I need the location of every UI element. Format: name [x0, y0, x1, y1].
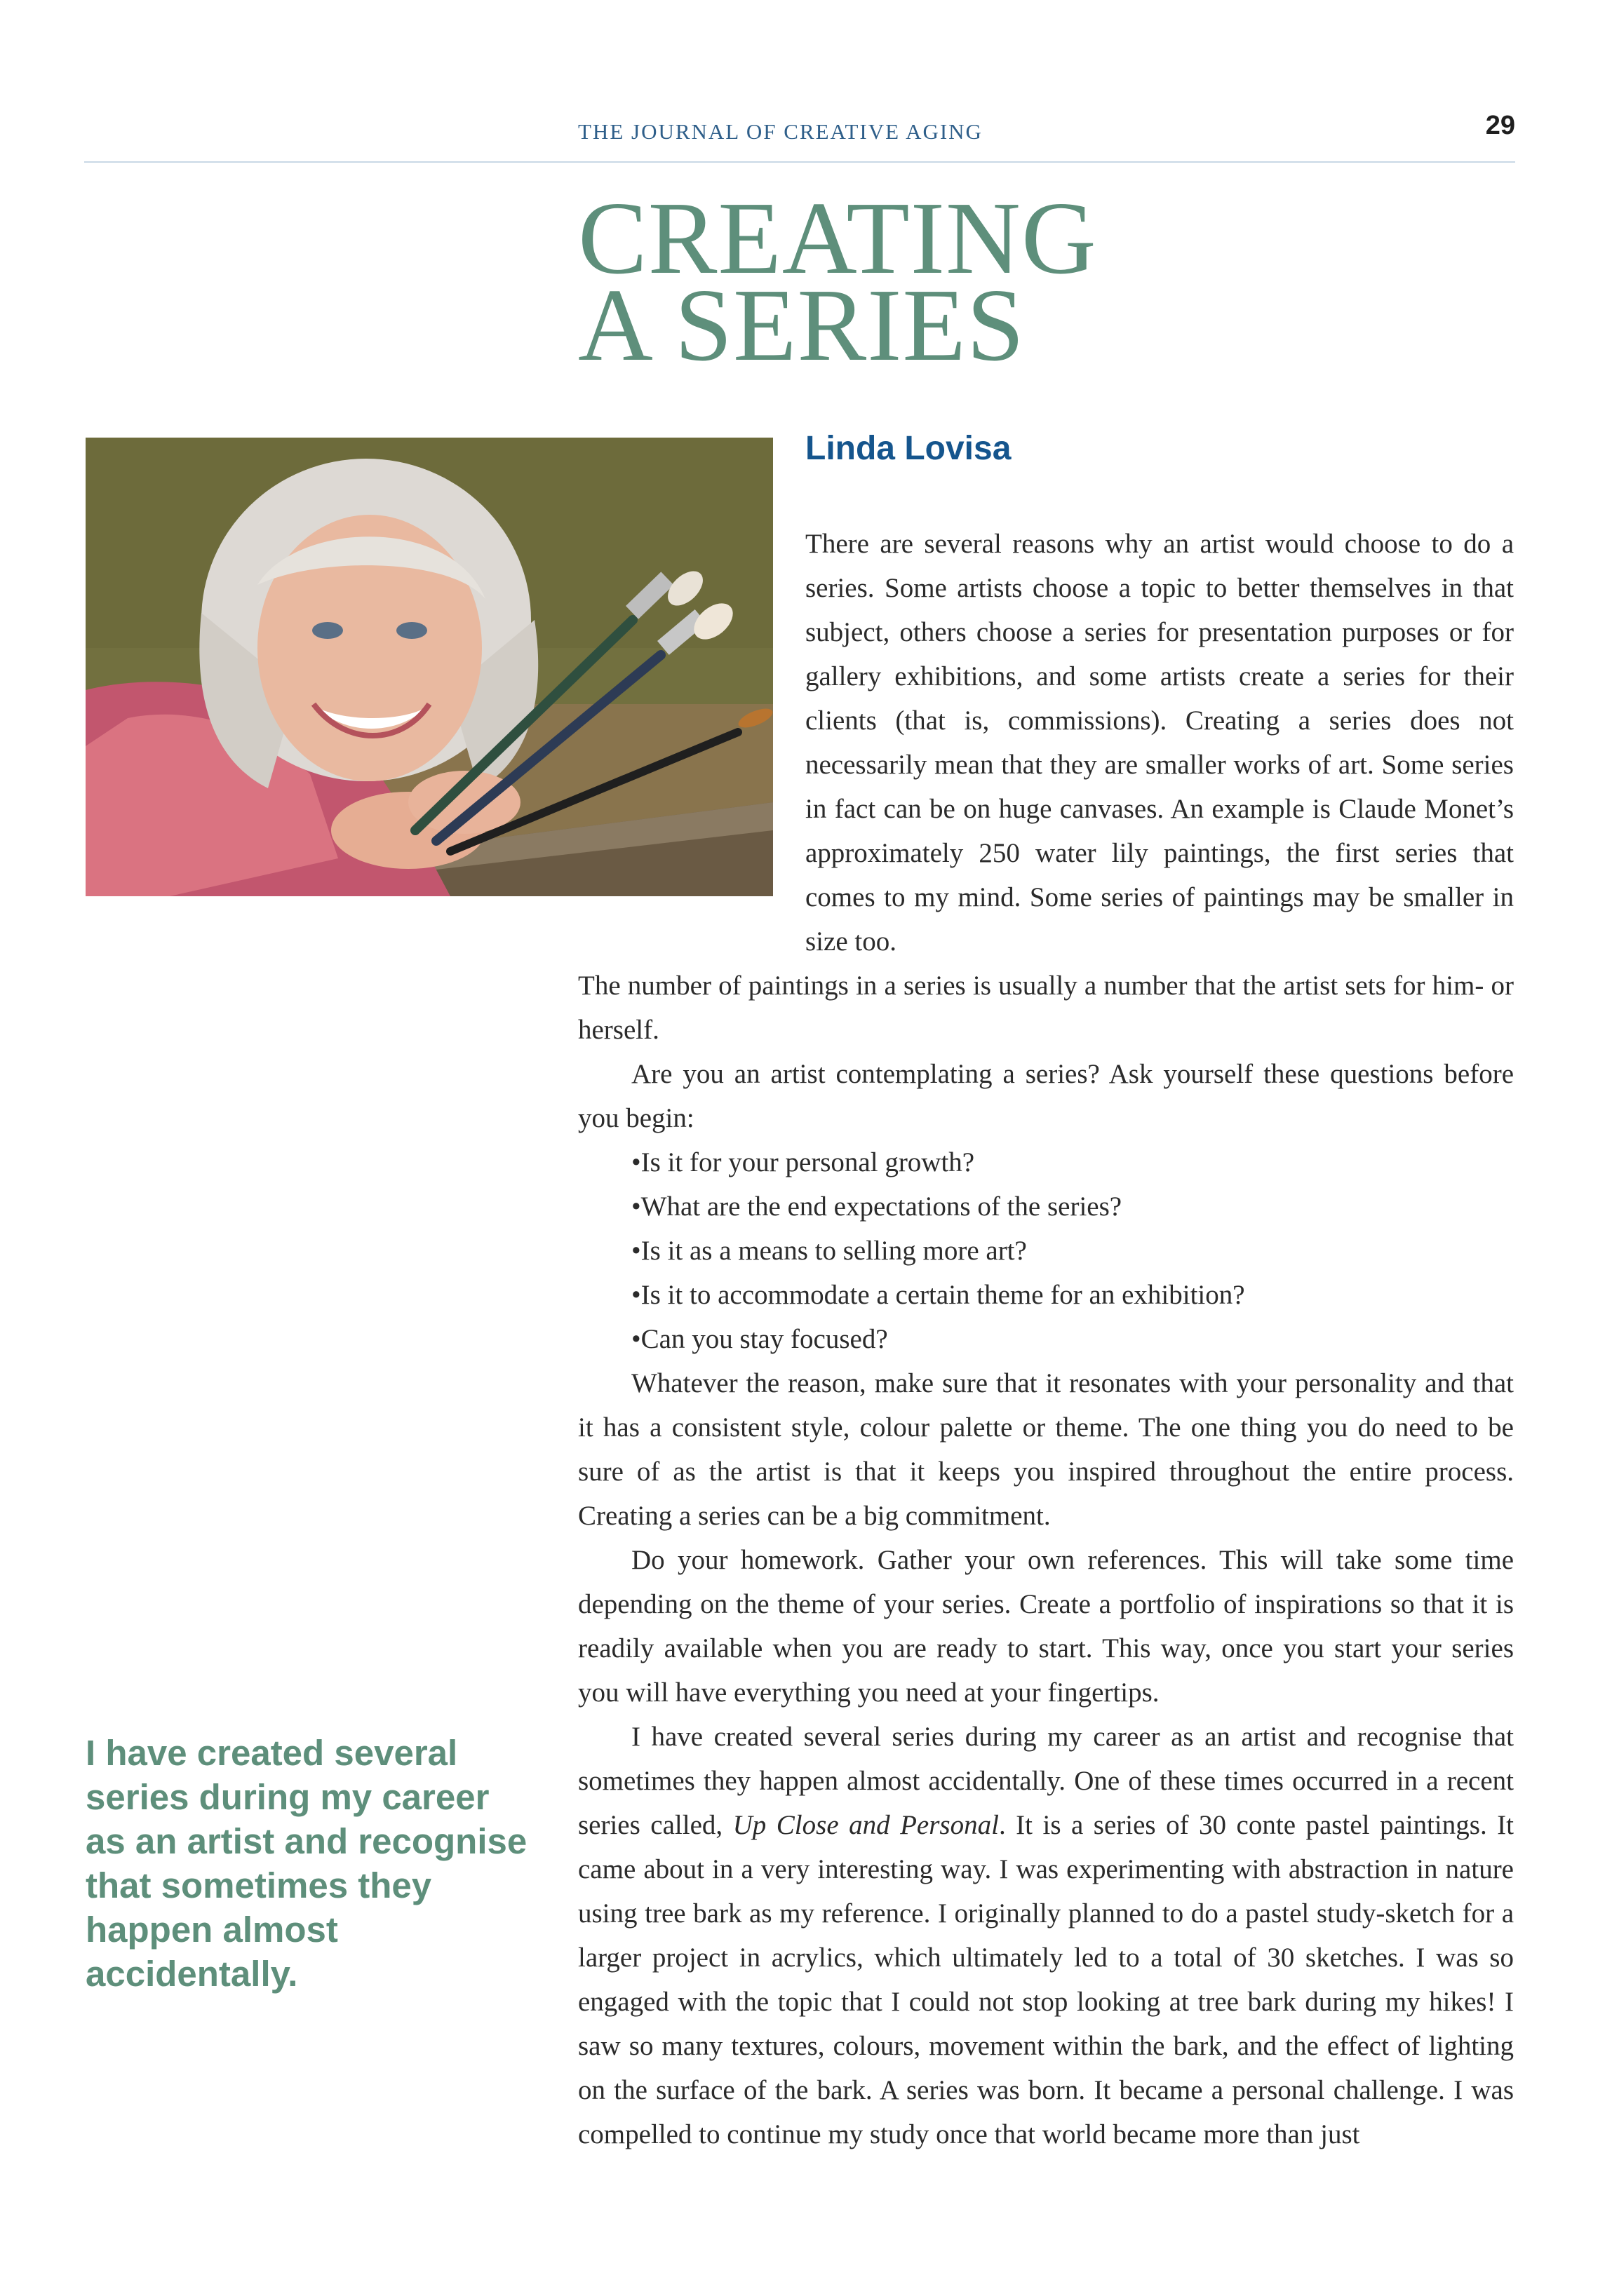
series-story-text: I have created several series during my career as an artist and recognise that sometimes they happen almost accidentally. One of these times occurred in a recent series called,: [578, 1722, 1514, 1840]
header-divider: [84, 161, 1515, 163]
title-line-1: CREATING: [578, 181, 1097, 296]
question-item: • Is it for your personal growth?: [578, 1140, 1514, 1184]
intro-paragraph: [805, 522, 1514, 964]
question-item: • Is it to accommodate a certain theme for an exhibition?: [578, 1273, 1514, 1317]
series-title: Up Close and Personal: [732, 1810, 999, 1840]
paragraph-series-story: [578, 1715, 1514, 2156]
pull-quote: I have created several series during my career as an artist and recognise that sometimes they happen almost accidentally.: [86, 1733, 528, 1994]
author-photo: [86, 438, 773, 896]
paragraph-homework: Do your homework. Gather your own references. This will take some time depending on the theme of your series. Create a portfolio of inspirations so that it is readily available when you are ready to start. This way, once you start your series you will have everything you need at your fingertips.: [578, 1545, 1514, 1708]
intro-continuation: The number of paintings in a series is usually a number that the artist sets for him- or herself.: [578, 971, 1514, 1045]
intro-text: There are several reasons why an artist would choose to do a series. Some artists choose a topic to better themselves in that subject, others choose a series for presentation purposes or for gallery exhibitions, and some artists create a series for their clients (that is, commissions). Creating a series does not necessarily mean that they are smaller works of art. Some series in fact can be on huge canvases. An example is Claude Monet’s approximately 250 water lily paintings, the first series that comes to my mind. Some series of paintings may be smaller in size too.: [805, 529, 1514, 957]
article-body: [578, 964, 1514, 2156]
series-story-text-cont: . It is a series of 30 conte pastel paintings. It came about in a very interesting way. I was experimenting with abstraction in nature using tree bark as my reference. I originally planned to do a pastel study-sketch for a larger project in acrylics, which ultimately led to a total of 30 sketches. I was so engaged with the topic that I could not stop looking at tree bark during my hikes! I saw so many textures, colours, movement within the bark, and the effect of lighting on the surface of the bark. A series was born. It became a personal challenge. I was compelled to continue my study once that world became more than just: [578, 1810, 1514, 2149]
journal-name: THE JOURNAL OF CREATIVE AGING: [578, 119, 983, 144]
author-name: Linda Lovisa: [805, 430, 1012, 467]
paragraph-questions-intro: Are you an artist contemplating a series? Ask yourself these questions before you begin:: [578, 1059, 1514, 1133]
paragraph-reason: Whatever the reason, make sure that it resonates with your personality and that it has a consistent style, colour palette or theme. The one thing you do need to be sure of as the artist is that it keeps you inspired throughout the entire process. Creating a series can be a big commitment.: [578, 1368, 1514, 1531]
title-line-2: A SERIES: [578, 268, 1026, 383]
question-item: • Can you stay focused?: [578, 1317, 1514, 1361]
question-item: • Is it as a means to selling more art?: [578, 1229, 1514, 1273]
page-number: 29: [1485, 111, 1515, 140]
article-title: [578, 181, 1097, 383]
question-item: • What are the end expectations of the series?: [578, 1184, 1514, 1229]
